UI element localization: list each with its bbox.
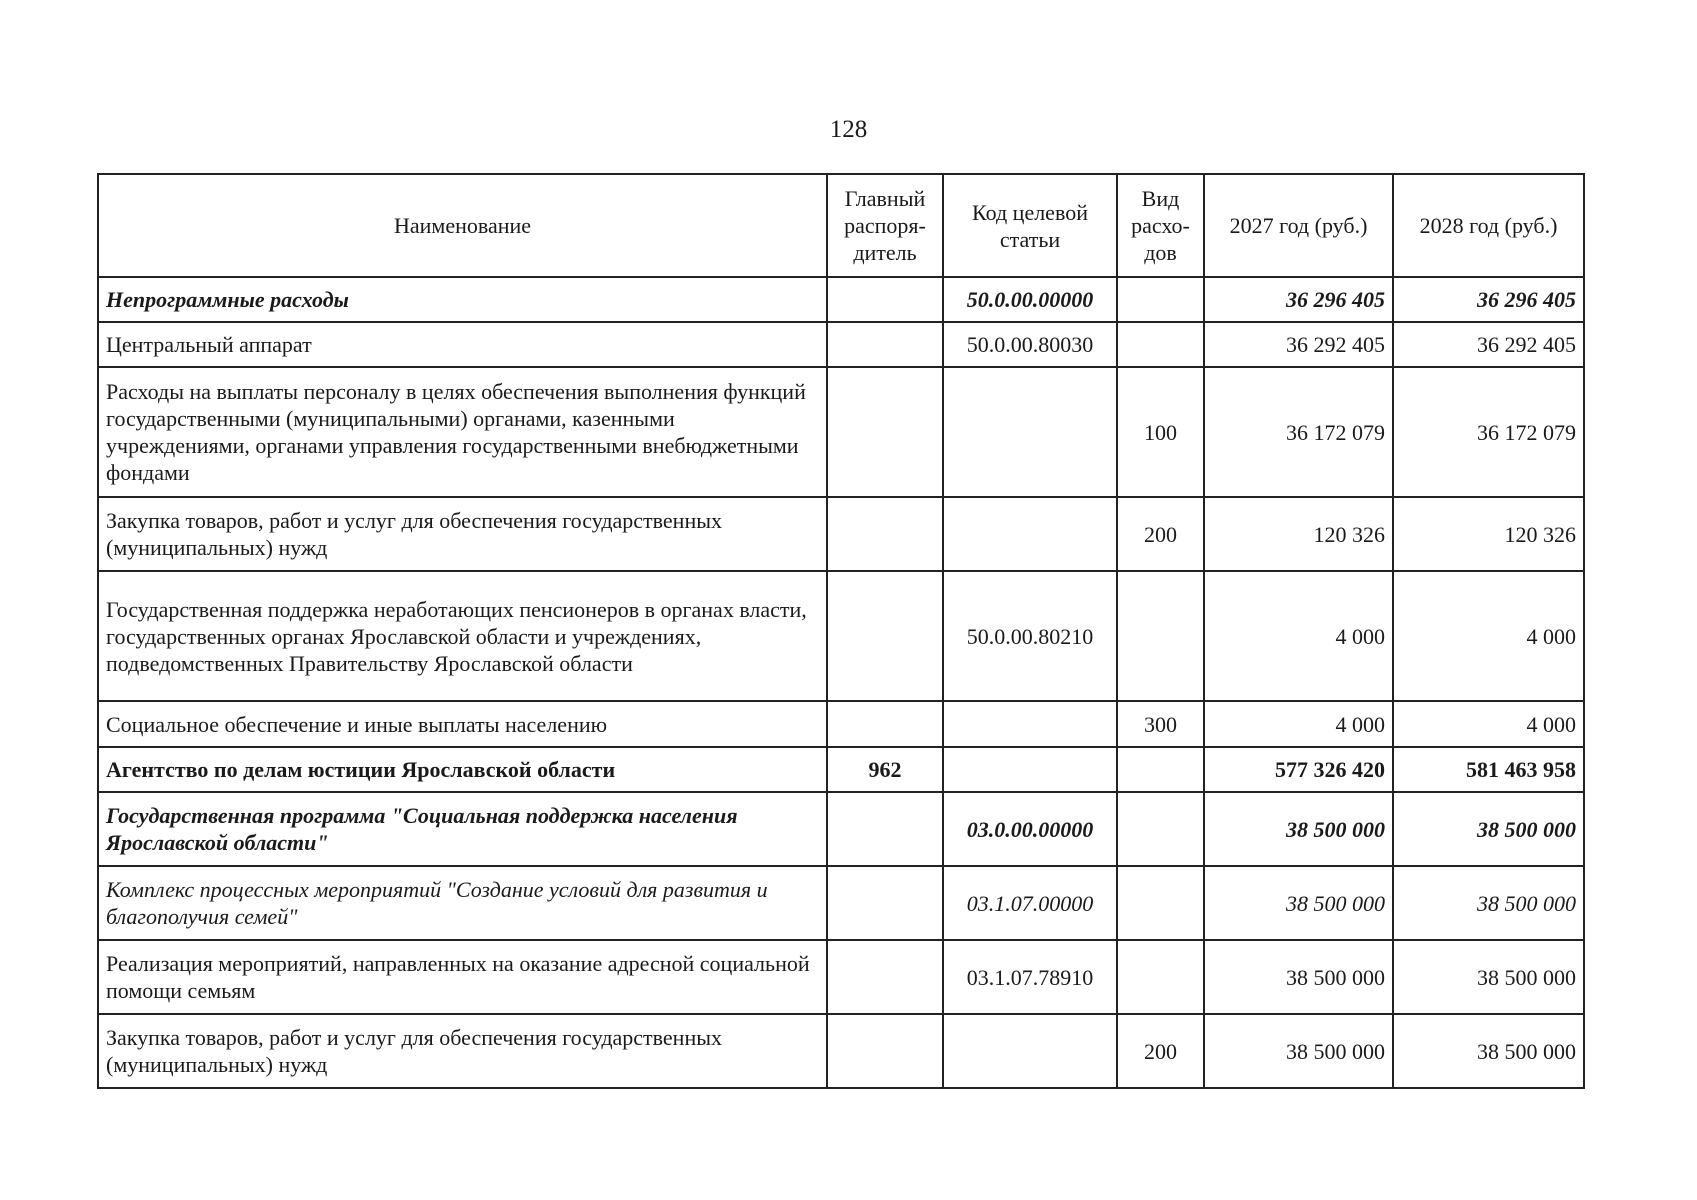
cell-code [943,1014,1117,1088]
cell-2028: 38 500 000 [1393,866,1584,940]
cell-2028: 4 000 [1393,571,1584,701]
cell-2027: 38 500 000 [1204,792,1393,866]
table-header-row [98,174,1584,277]
cell-2027: 38 500 000 [1204,866,1393,940]
cell-name: Социальное обеспечение и иные выплаты населению [98,701,827,747]
cell-type [1117,747,1204,792]
cell-manager [827,866,943,940]
cell-2027: 38 500 000 [1204,940,1393,1014]
cell-name: Закупка товаров, работ и услуг для обеспечения государственных (муниципальных) нужд [98,1014,827,1088]
cell-2027: 36 292 405 [1204,322,1393,367]
cell-2028: 38 500 000 [1393,1014,1584,1088]
header-2028: 2028 год (руб.) [1393,174,1584,277]
cell-name: Реализация мероприятий, направленных на оказание адресной социальной помощи семьям [98,940,827,1014]
header-2027: 2027 год (руб.) [1204,174,1393,277]
header-name: Наименование [98,174,827,277]
cell-manager [827,940,943,1014]
cell-name: Агентство по делам юстиции Ярославской области [98,747,827,792]
cell-type [1117,277,1204,322]
table-row [98,367,1584,497]
cell-2027: 36 296 405 [1204,277,1393,322]
table-row [98,1014,1584,1088]
cell-name: Непрограммные расходы [98,277,827,322]
cell-type: 200 [1117,1014,1204,1088]
cell-type: 300 [1117,701,1204,747]
cell-2028: 36 292 405 [1393,322,1584,367]
cell-code: 50.0.00.00000 [943,277,1117,322]
budget-table [97,173,1585,1089]
table-row [98,792,1584,866]
cell-manager [827,1014,943,1088]
cell-type [1117,322,1204,367]
cell-code: 03.0.00.00000 [943,792,1117,866]
cell-2027: 120 326 [1204,497,1393,571]
table-row [98,747,1584,792]
cell-name: Государственная поддержка неработающих пенсионеров в органах власти, государственных органах Ярославской области и учреждениях, подведомственных Правительству Ярославской области [98,571,827,701]
cell-code [943,701,1117,747]
table-row [98,940,1584,1014]
cell-2028: 120 326 [1393,497,1584,571]
cell-manager [827,792,943,866]
cell-code: 50.0.00.80030 [943,322,1117,367]
cell-type [1117,866,1204,940]
header-type: Вид расхо- дов [1117,174,1204,277]
cell-name: Центральный аппарат [98,322,827,367]
cell-2027: 577 326 420 [1204,747,1393,792]
cell-manager [827,571,943,701]
cell-type [1117,940,1204,1014]
cell-code [943,497,1117,571]
cell-name: Государственная программа "Социальная поддержка населения Ярославской области" [98,792,827,866]
cell-type: 100 [1117,367,1204,497]
cell-2028: 4 000 [1393,701,1584,747]
cell-type [1117,571,1204,701]
cell-type [1117,792,1204,866]
cell-name: Комплекс процессных мероприятий "Создание условий для развития и благополучия семей" [98,866,827,940]
cell-manager [827,277,943,322]
cell-code [943,367,1117,497]
cell-2027: 38 500 000 [1204,1014,1393,1088]
cell-manager [827,322,943,367]
cell-code: 03.1.07.78910 [943,940,1117,1014]
cell-2027: 4 000 [1204,701,1393,747]
cell-name: Закупка товаров, работ и услуг для обеспечения государственных (муниципальных) нужд [98,497,827,571]
cell-2028: 36 172 079 [1393,367,1584,497]
table-row [98,866,1584,940]
cell-manager [827,701,943,747]
cell-2027: 4 000 [1204,571,1393,701]
cell-type: 200 [1117,497,1204,571]
table-row [98,277,1584,322]
cell-code: 50.0.00.80210 [943,571,1117,701]
header-manager: Главный распоря- дитель [827,174,943,277]
cell-2028: 581 463 958 [1393,747,1584,792]
table-row [98,497,1584,571]
cell-code [943,747,1117,792]
table-row [98,322,1584,367]
cell-name: Расходы на выплаты персоналу в целях обеспечения выполнения функций государственными (муниципальными) органами, казенными учреждениями, органами управления государственными внебюджетными фондами [98,367,827,497]
cell-manager [827,497,943,571]
table-row [98,571,1584,701]
cell-2028: 38 500 000 [1393,940,1584,1014]
cell-2028: 38 500 000 [1393,792,1584,866]
header-code: Код целевой статьи [943,174,1117,277]
table-row [98,701,1584,747]
cell-manager: 962 [827,747,943,792]
page-number: 128 [829,116,868,143]
cell-2028: 36 296 405 [1393,277,1584,322]
cell-manager [827,367,943,497]
cell-code: 03.1.07.00000 [943,866,1117,940]
cell-2027: 36 172 079 [1204,367,1393,497]
